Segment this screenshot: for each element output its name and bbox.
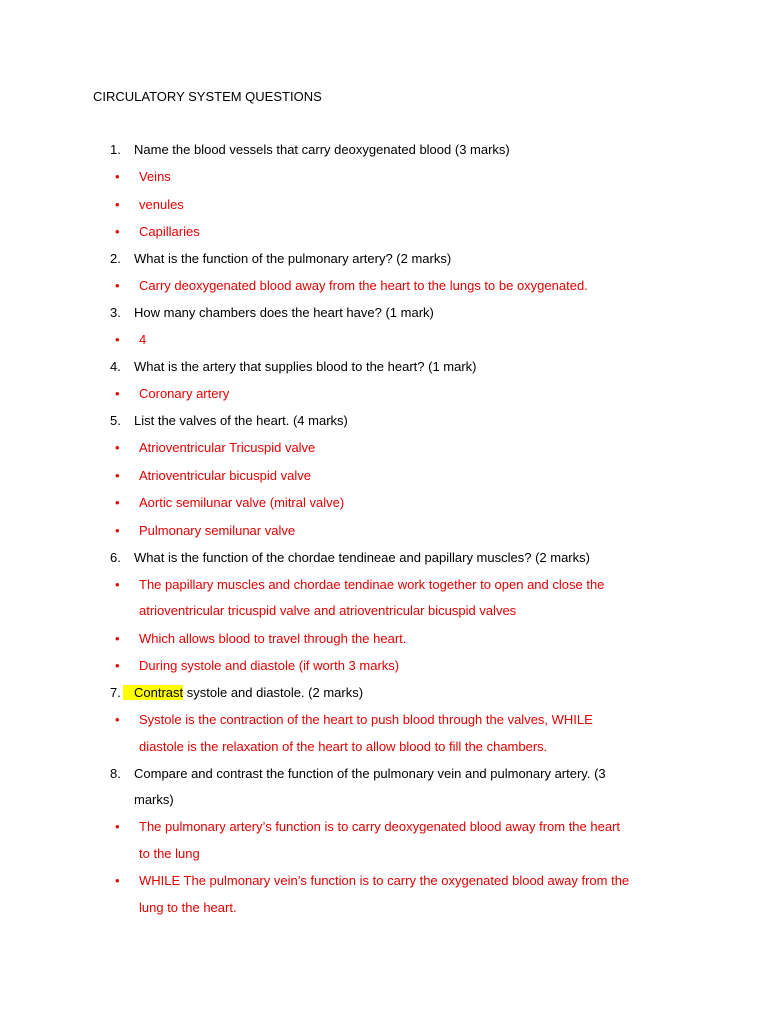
answer-text: WHILE The pulmonary vein’s function is to carry the oxygenated blood away from the [139,873,630,888]
answer-text: 4 [139,332,147,347]
question-text-rest: systole and diastole. (2 marks) [183,685,364,700]
question-text: Name the blood vessels that carry deoxygenated blood (3 marks) [134,142,510,157]
question-text: What is the function of the chordae tendineae and papillary muscles? (2 marks) [134,550,590,565]
answer-text: Pulmonary semilunar valve [139,523,296,538]
answer-text: The pulmonary artery’s function is to carry deoxygenated blood away from the heart [139,819,621,834]
question-number: 8. [110,766,121,781]
question-number: 3. [110,305,121,320]
answer-text: Capillaries [139,224,200,239]
bullet-icon: • [115,577,120,592]
bullet-icon: • [115,468,120,483]
bullet-icon: • [115,332,120,347]
question-number: 7. [110,685,121,700]
answer-text: Coronary artery [139,386,230,401]
bullet-icon: • [115,873,120,888]
answer-text: Carry deoxygenated blood away from the heart to the lungs to be oxygenated. [139,278,588,293]
highlighted-word: Contrast [123,685,183,700]
question-number: 1. [110,142,121,157]
question-text: marks) [134,792,174,807]
answer-text: to the lung [139,846,200,861]
answer-text: Aortic semilunar valve (mitral valve) [139,495,345,510]
question-text: What is the function of the pulmonary artery? (2 marks) [134,251,452,266]
answer-text: The papillary muscles and chordae tendinae work together to open and close the [139,577,605,592]
answer-text: lung to the heart. [139,900,237,915]
bullet-icon: • [115,278,120,293]
bullet-icon: • [115,197,120,212]
question-number: 2. [110,251,121,266]
answer-text: venules [139,197,184,212]
bullet-icon: • [115,523,120,538]
answer-text: Systole is the contraction of the heart to push blood through the valves, WHILE [139,712,593,727]
answer-text: Atrioventricular Tricuspid valve [139,440,316,455]
answer-text: During systole and diastole (if worth 3 marks) [139,658,400,673]
bullet-icon: • [115,495,120,510]
question-text [123,685,363,701]
bullet-icon: • [115,169,120,184]
answer-text: diastole is the relaxation of the heart to allow blood to fill the chambers. [139,739,548,754]
bullet-icon: • [115,712,120,727]
question-number: 6. [110,550,121,565]
bullet-icon: • [115,386,120,401]
bullet-icon: • [115,819,120,834]
answer-text: Which allows blood to travel through the heart. [139,631,407,646]
question-text: What is the artery that supplies blood to the heart? (1 mark) [134,359,477,374]
question-number: 4. [110,359,121,374]
question-text: Compare and contrast the function of the pulmonary vein and pulmonary artery. (3 [134,766,606,781]
bullet-icon: • [115,631,120,646]
bullet-icon: • [115,658,120,673]
answer-text: atrioventricular tricuspid valve and atrioventricular bicuspid valves [139,603,517,618]
question-text: List the valves of the heart. (4 marks) [134,413,348,428]
answer-text: Veins [139,169,171,184]
question-number: 5. [110,413,121,428]
document-title: CIRCULATORY SYSTEM QUESTIONS [93,89,322,104]
bullet-icon: • [115,440,120,455]
bullet-icon: • [115,224,120,239]
question-text: How many chambers does the heart have? (1 mark) [134,305,434,320]
answer-text: Atrioventricular bicuspid valve [139,468,311,483]
